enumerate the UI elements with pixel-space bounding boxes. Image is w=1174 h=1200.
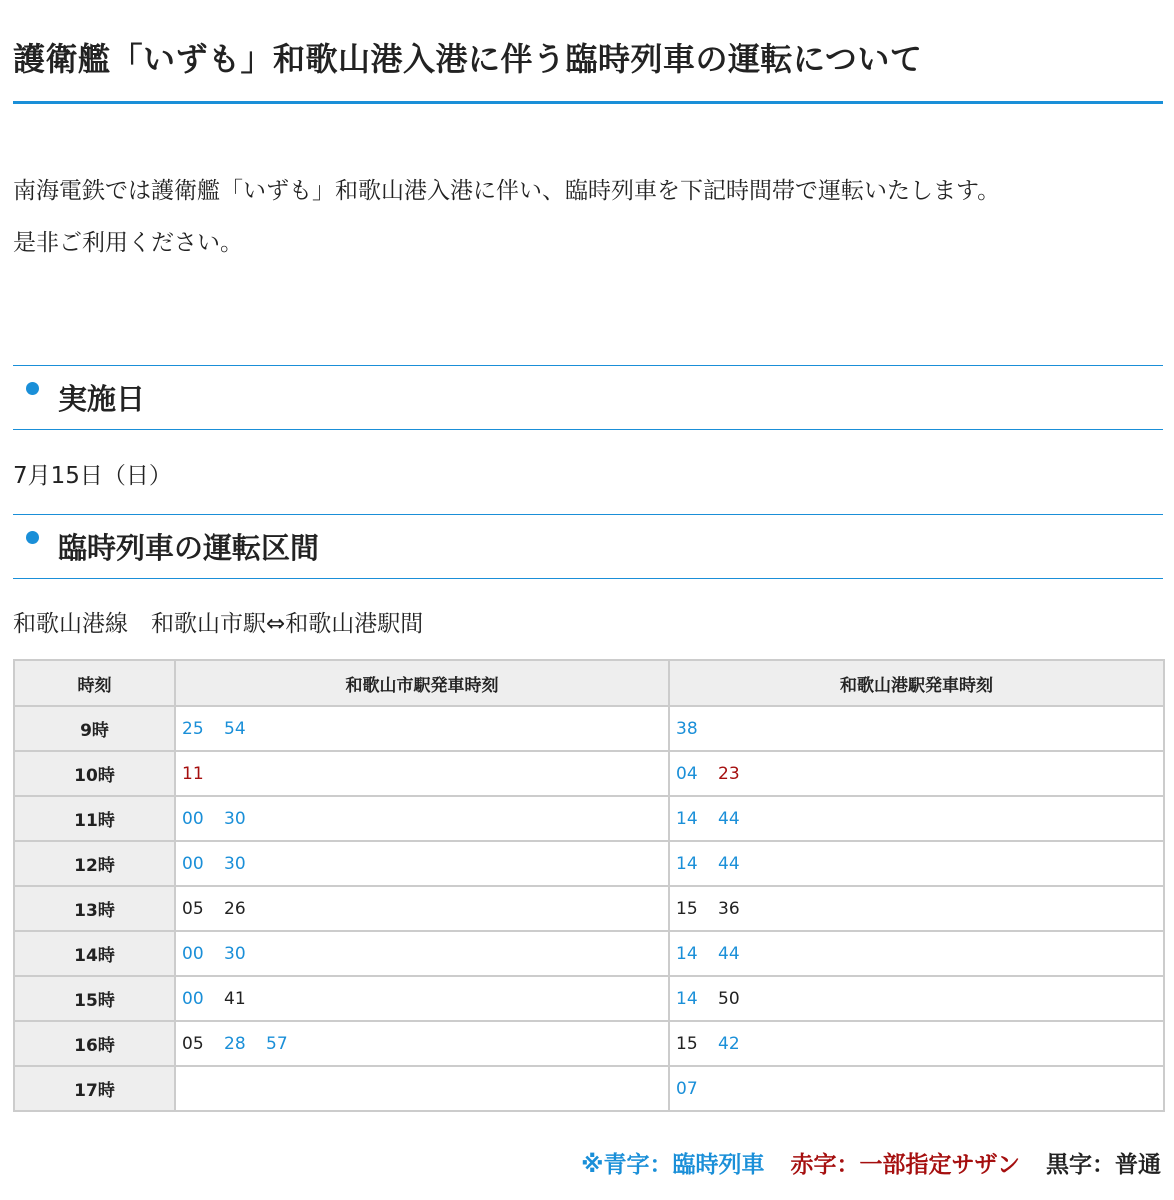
departure-minute: 30: [224, 943, 246, 964]
departure-minute: 28: [224, 1033, 246, 1054]
departure-minute: 42: [718, 1033, 740, 1054]
departure-minute: 04: [676, 763, 698, 784]
hour-cell: 16時: [14, 1021, 175, 1066]
hour-cell: 17時: [14, 1066, 175, 1111]
hour-cell: 10時: [14, 751, 175, 796]
departure-minute: 07: [676, 1078, 698, 1099]
port-departure-cell: [669, 1066, 1164, 1111]
page-title: 護衛艦「いずも」和歌山港入港に伴う臨時列車の運転について: [13, 40, 923, 78]
timetable-header-row: [14, 660, 1164, 706]
port-departure-cell: [669, 931, 1164, 976]
table-row: [14, 1021, 1164, 1066]
legend-blue: ※青字：臨時列車: [581, 1152, 765, 1178]
port-departure-cell: [669, 706, 1164, 751]
departure-minute: 00: [182, 853, 204, 874]
bullet-dot-icon: [26, 531, 39, 544]
section-rule-bottom: [13, 578, 1163, 579]
table-row: [14, 976, 1164, 1021]
section-heading-route: 臨時列車の運転区間: [58, 531, 320, 565]
departure-minute: 38: [676, 718, 698, 739]
departure-minute: 25: [182, 718, 204, 739]
departure-minute: 41: [224, 988, 246, 1009]
city-departure-cell: [175, 886, 669, 931]
port-departure-cell: [669, 1021, 1164, 1066]
bullet-dot-icon: [26, 382, 39, 395]
departure-minute: 14: [676, 988, 698, 1009]
departure-minute: 26: [224, 898, 246, 919]
departure-minute: 30: [224, 853, 246, 874]
departure-minute: 11: [182, 763, 204, 784]
departure-minute: 36: [718, 898, 740, 919]
table-row: [14, 751, 1164, 796]
city-departure-cell: [175, 841, 669, 886]
legend-red: 赤字：一部指定サザン: [790, 1152, 1020, 1178]
city-departure-cell: [175, 1066, 669, 1111]
departure-minute: 44: [718, 853, 740, 874]
city-departure-cell: [175, 796, 669, 841]
hour-cell: 15時: [14, 976, 175, 1021]
departure-minute: 00: [182, 988, 204, 1009]
departure-minute: 05: [182, 898, 204, 919]
intro-line-2: 是非ご利用ください。: [13, 230, 243, 256]
departure-minute: 15: [676, 1033, 698, 1054]
table-row: [14, 931, 1164, 976]
header-hour: 時刻: [14, 660, 175, 706]
table-row: [14, 1066, 1164, 1111]
departure-minute: 14: [676, 853, 698, 874]
port-departure-cell: [669, 751, 1164, 796]
section-rule-top: [13, 365, 1163, 366]
city-departure-cell: [175, 931, 669, 976]
departure-minute: 44: [718, 808, 740, 829]
departure-minute: 14: [676, 808, 698, 829]
hour-cell: 11時: [14, 796, 175, 841]
header-city-departures: 和歌山市駅発車時刻: [175, 660, 669, 706]
table-row: [14, 886, 1164, 931]
header-port-departures: 和歌山港駅発車時刻: [669, 660, 1164, 706]
departure-minute: 23: [718, 763, 740, 784]
legend-black: 黒字：普通: [1046, 1152, 1161, 1178]
timetable: [13, 659, 1165, 1112]
hour-cell: 9時: [14, 706, 175, 751]
section-rule-top: [13, 514, 1163, 515]
departure-minute: 57: [266, 1033, 288, 1054]
table-row: [14, 796, 1164, 841]
departure-minute: 00: [182, 943, 204, 964]
color-legend: [581, 1146, 1161, 1179]
city-departure-cell: [175, 751, 669, 796]
departure-minute: 15: [676, 898, 698, 919]
departure-minute: 50: [718, 988, 740, 1009]
title-underline: [13, 101, 1163, 104]
intro-text: [13, 165, 1153, 269]
departure-minute: 00: [182, 808, 204, 829]
departure-minute: 54: [224, 718, 246, 739]
intro-line-1: 南海電鉄では護衛艦「いずも」和歌山港入港に伴い、臨時列車を下記時間帯で運転いたします。: [13, 178, 1001, 204]
departure-minute: 14: [676, 943, 698, 964]
table-row: [14, 841, 1164, 886]
departure-minute: 30: [224, 808, 246, 829]
port-departure-cell: [669, 796, 1164, 841]
section-rule-bottom: [13, 429, 1163, 430]
departure-minute: 44: [718, 943, 740, 964]
city-departure-cell: [175, 1021, 669, 1066]
hour-cell: 13時: [14, 886, 175, 931]
table-row: [14, 706, 1164, 751]
port-departure-cell: [669, 886, 1164, 931]
port-departure-cell: [669, 976, 1164, 1021]
hour-cell: 12時: [14, 841, 175, 886]
city-departure-cell: [175, 976, 669, 1021]
operation-date: 7月15日（日）: [13, 463, 172, 489]
departure-minute: 05: [182, 1033, 204, 1054]
hour-cell: 14時: [14, 931, 175, 976]
route-description: 和歌山港線 和歌山市駅⇔和歌山港駅間: [13, 611, 424, 637]
city-departure-cell: [175, 706, 669, 751]
section-heading-date: 実施日: [58, 382, 146, 416]
port-departure-cell: [669, 841, 1164, 886]
